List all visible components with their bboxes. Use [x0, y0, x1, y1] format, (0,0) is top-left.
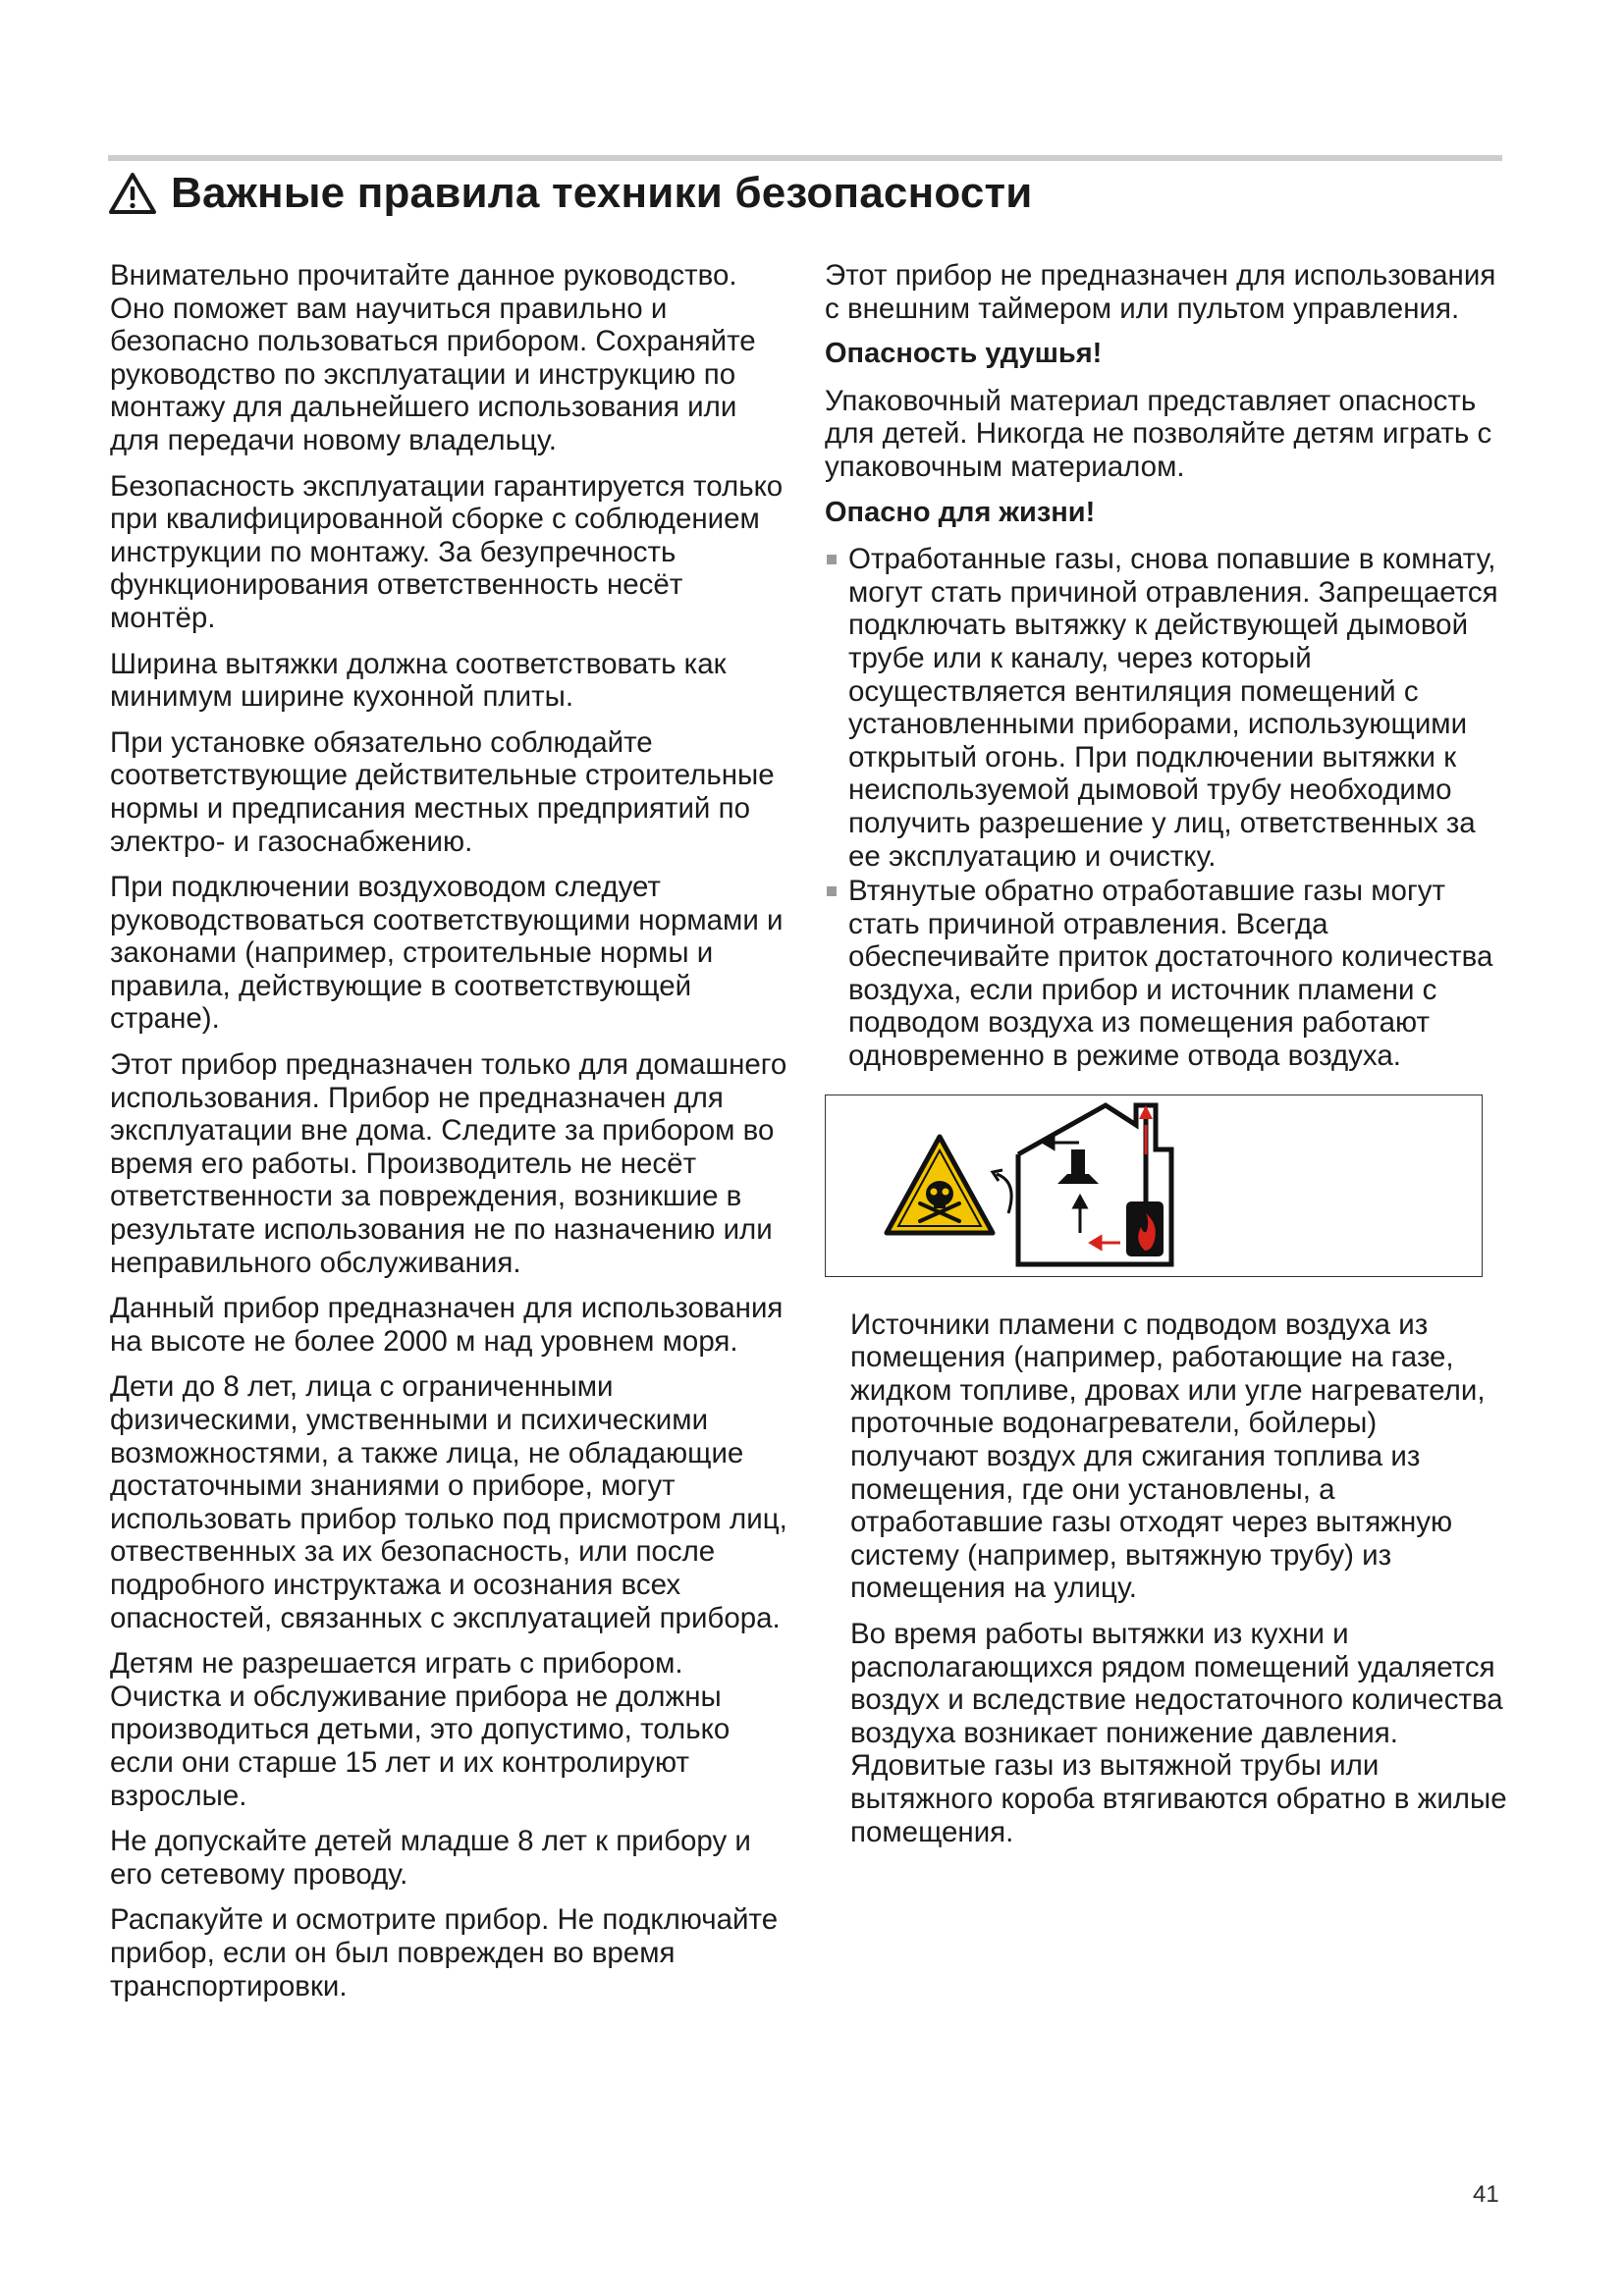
- paragraph-unpack-inspect: Распакуйте и осмотрите прибор. Не подключайте прибор, если он был поврежден во время транспортировки.: [110, 1903, 779, 2002]
- backflow-arrow-icon: [993, 1170, 1011, 1213]
- suffocation-heading: Опасность удушья!: [825, 338, 1103, 370]
- paragraph-children-cable: Не допускайте детей младше 8 лет к прибору и его сетевому проводу.: [110, 1825, 751, 1891]
- chimney-pipe-icon: [1139, 1105, 1153, 1203]
- danger-to-life-heading: Опасно для жизни!: [825, 496, 1096, 528]
- paragraph-packaging: Упаковочный материал представляет опасность для детей. Никогда не позволяйте детям играть с упаковочным материалом.: [825, 384, 1492, 483]
- after-figure-text: [825, 1308, 1512, 1849]
- paragraph-negative-pressure: Во время работы вытяжки из кухни и располагающихся рядом помещений удаляется воздух и вследствие недостаточного количества воздуха возникает понижение давления. Ядовитые газы из вытяжной трубы или вытяжного короба втягиваются обратно в жилые помещения.: [850, 1618, 1507, 1848]
- danger-bullet-list: [825, 543, 1512, 1073]
- page-number: 41: [1473, 2181, 1499, 2208]
- paragraph-building-regulations: При установке обязательно соблюдайте соответствующие действительные строительные нормы и предписания местных предприятий по электро- и газоснабжению.: [110, 725, 775, 858]
- page-title: Важные правила техники безопасности: [171, 169, 1033, 217]
- paragraph-duct-connection: При подключении воздуховодом следует руководствоваться соответствующими нормами и законами (например, строительные нормы и правила, действующие в соответствующей стране).: [110, 871, 784, 1036]
- paragraph-installation-safety: Безопасность эксплуатации гарантируется только при квалифицированной сборке с соблюдением инструкции по монтажу. За безупречность функционирования ответственность несёт монтёр.: [110, 469, 784, 634]
- paragraph-no-timer: Этот прибор не предназначен для использования с внешним таймером или пультом управления.: [825, 259, 1496, 325]
- header-rule: [108, 155, 1502, 161]
- paragraph-hood-width: Ширина вытяжки должна соответствовать как минимум ширине кухонной плиты.: [110, 647, 727, 714]
- section-heading: [108, 169, 1502, 218]
- warning-triangle-icon: [108, 172, 157, 215]
- right-column: [825, 259, 1512, 1861]
- boiler-flame-icon: [1126, 1201, 1164, 1256]
- exhaust-gas-diagram: [826, 1095, 1482, 1276]
- left-column: [110, 259, 787, 2015]
- exhaust-gas-warning-illustration: [825, 1095, 1483, 1277]
- range-hood-icon: [1057, 1149, 1099, 1184]
- paragraph-altitude: Данный прибор предназначен для использования на высоте не более 2000 м над уровнем моря.: [110, 1292, 784, 1358]
- floor-backflow-arrow-icon: [1091, 1237, 1120, 1249]
- list-item: Втянутые обратно отработавшие газы могут стать причиной отравления. Всегда обеспечивайте приток достаточного количества воздуха, если прибор и источник пламени с подводом воздуха из помещения работают одновременно в режиме отвода воздуха.: [825, 875, 1512, 1073]
- skull-warning-triangle-icon: [887, 1137, 993, 1233]
- paragraph-household-use: Этот прибор предназначен только для домашнего использования. Прибор не предназначен для эксплуатации вне дома. Следите за прибором во время его работы. Производитель не несёт ответственности за повреждения, возникшие в результате использования не по назначению или неправильного обслуживания.: [110, 1048, 787, 1279]
- paragraph-children-play: Детям не разрешается играть с прибором. Очистка и обслуживание прибора не должны производиться детьми, это допустимо, только если они старше 15 лет и их контролируют взрослые.: [110, 1647, 731, 1812]
- paragraph-flame-sources: Источники пламени с подводом воздуха из помещения (например, работающие на газе, жидком топливе, дровах или угле нагреватели, проточные водонагреватели, бойлеры) получают воздух для сжигания топлива из помещения, где они установлены, а отработавшие газы отходят через вытяжную систему (например, вытяжную трубу) из помещения на улицу.: [850, 1308, 1486, 1605]
- paragraph-children-supervision: Дети до 8 лет, лица с ограниченными физическими, умственными и психическими возможностями, а также лица, не обладающие достаточными знаниями о приборе, могут использовать прибор только под присмотром лиц, отвественных за их безопасность, или после подробного инструктажа и осознания всех опасностей, связанных с эксплуатацией прибора.: [110, 1370, 787, 1634]
- paragraph-read-manual: Внимательно прочитайте данное руководство. Оно поможет вам научиться правильно и безопасно пользоваться прибором. Сохраняйте руководство по эксплуатации и инструкцию по монтажу для дальнейшего использования или для передачи новому владельцу.: [110, 259, 756, 456]
- list-item: Отработанные газы, снова попавшие в комнату, могут стать причиной отравления. Запрещается подключать вытяжку к действующей дымовой трубе или к каналу, через который осуществляется вентиляция помещений с установленными приборами, использующими открытый огонь. При подключении вытяжки к неиспользуемой дымовой трубу необходимо получить разрешение у лиц, ответственных за ее эксплуатацию и очистку.: [825, 543, 1512, 873]
